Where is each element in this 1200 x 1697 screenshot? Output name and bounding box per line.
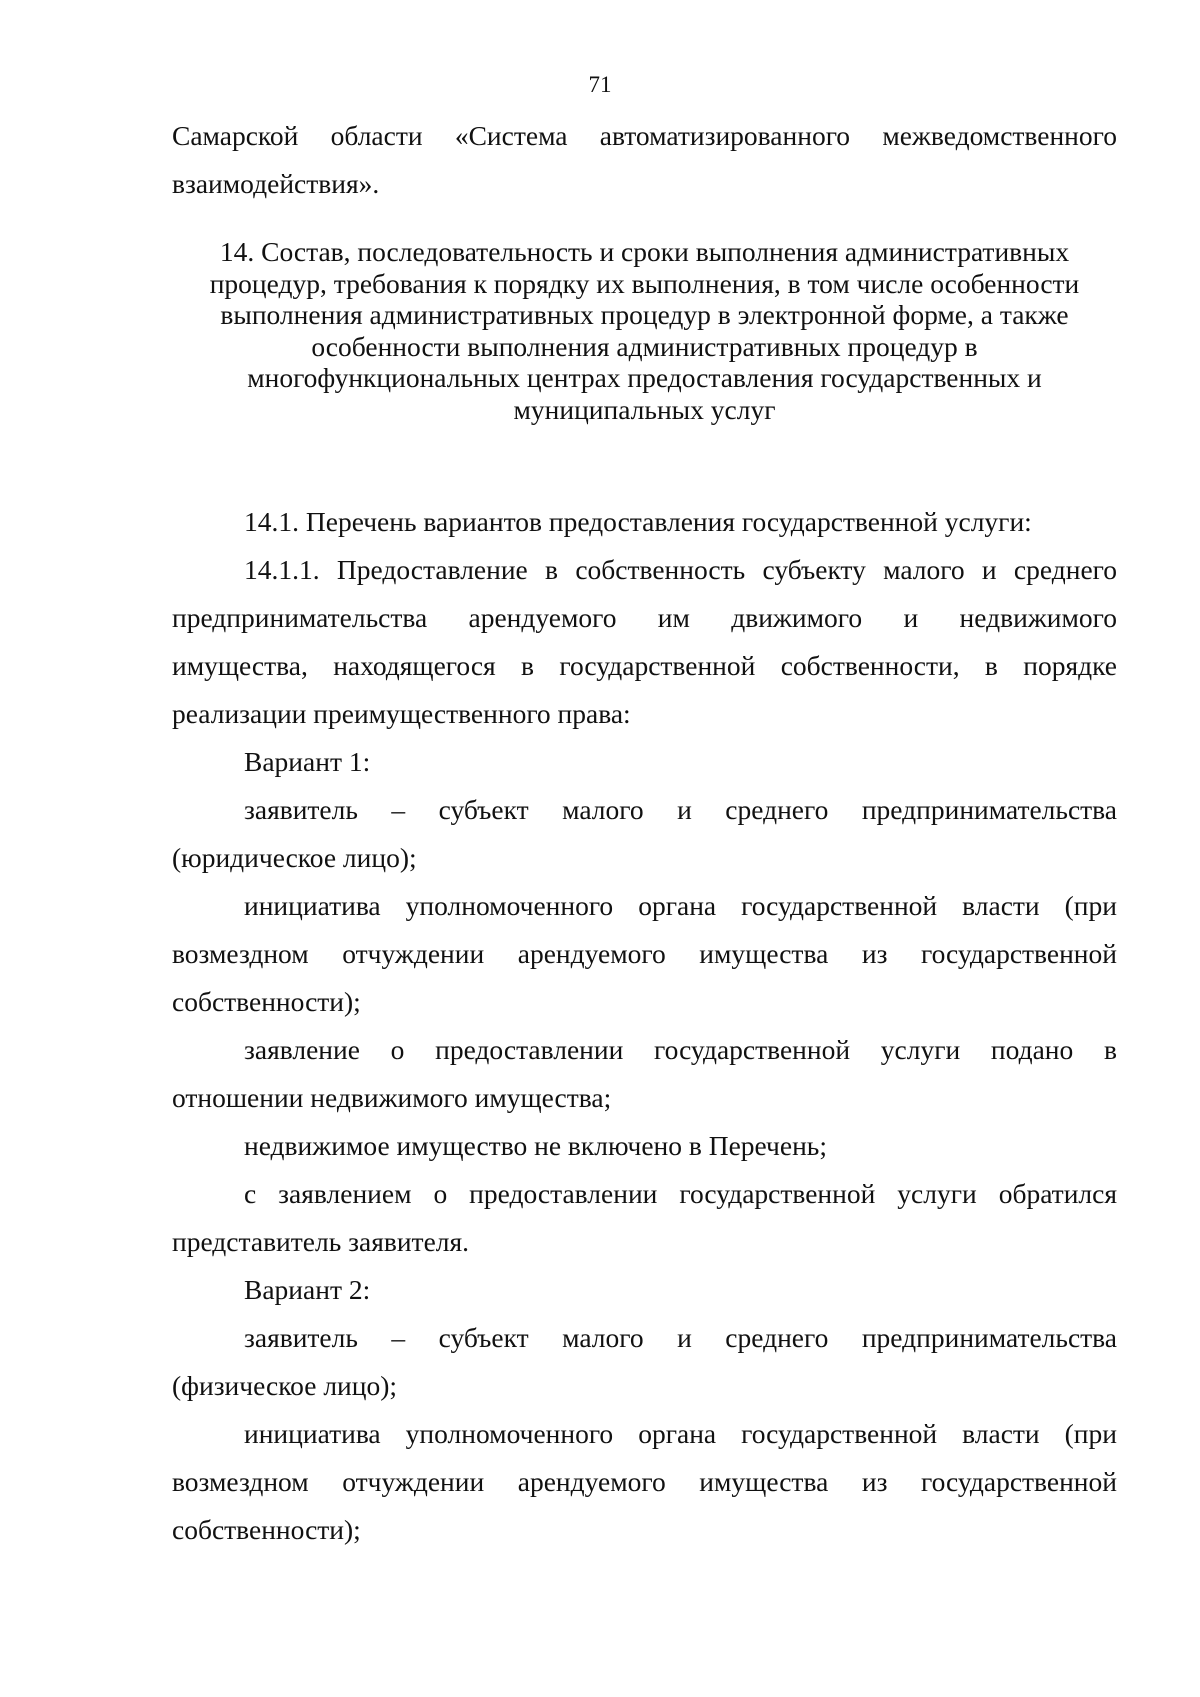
- text-line: Вариант 2:: [244, 1274, 371, 1305]
- paragraph: [172, 1122, 1117, 1170]
- paragraph: [172, 786, 1117, 882]
- heading-line: выполнения административных процедур в электронной форме, а также: [220, 299, 1069, 330]
- text-line: (юридическое лицо);: [172, 842, 417, 873]
- text-line: отношении недвижимого имущества;: [172, 1082, 612, 1113]
- text-line: 14.1. Перечень вариантов предоставления государственной услуги:: [244, 506, 1032, 537]
- paragraph: [172, 738, 1117, 786]
- text-line: возмездном отчуждении арендуемого имущества из государственной: [172, 938, 1117, 969]
- text-line: (физическое лицо);: [172, 1370, 398, 1401]
- text-line: возмездном отчуждении арендуемого имущества из государственной: [172, 1466, 1117, 1497]
- text-line: заявитель – субъект малого и среднего предпринимательства: [244, 794, 1117, 825]
- paragraph: [172, 1266, 1117, 1314]
- body-text: [172, 498, 1117, 1554]
- text-line: инициатива уполномоченного органа государственной власти (при: [244, 890, 1117, 921]
- text-line: предпринимательства арендуемого им движимого и недвижимого: [172, 602, 1117, 633]
- heading-line: муниципальных услуг: [513, 393, 776, 425]
- heading-line: процедур, требования к порядку их выполнения, в том числе особенности: [209, 267, 1080, 299]
- paragraph: [172, 1410, 1117, 1554]
- text-line: собственности);: [172, 986, 361, 1017]
- text-line: имущества, находящегося в государственной собственности, в порядке: [172, 650, 1117, 681]
- text-line: собственности);: [172, 1514, 361, 1545]
- paragraph: [172, 1026, 1117, 1122]
- text-line: взаимодействия».: [172, 168, 380, 199]
- text-line: заявление о предоставлении государственной услуги подано в: [244, 1034, 1117, 1065]
- text-line: 14.1.1. Предоставление в собственность субъекту малого и среднего: [244, 554, 1117, 585]
- page-number: 71: [588, 72, 612, 97]
- text-line: с заявлением о предоставлении государственной услуги обратился: [244, 1178, 1117, 1209]
- paragraph: [172, 1170, 1117, 1266]
- heading-line: особенности выполнения административных процедур в: [311, 330, 978, 362]
- intro-paragraph: [172, 112, 1117, 208]
- text-line: представитель заявителя.: [172, 1226, 470, 1257]
- heading-line: многофункциональных центрах предоставления государственных и: [247, 362, 1042, 393]
- paragraph: [172, 498, 1117, 546]
- text-line: заявитель – субъект малого и среднего предпринимательства: [244, 1322, 1117, 1353]
- heading-line: 14. Состав, последовательность и сроки выполнения административных: [219, 236, 1070, 267]
- paragraph: [172, 1314, 1117, 1410]
- paragraph: [172, 546, 1117, 738]
- text-line: недвижимое имущество не включено в Перечень;: [244, 1130, 827, 1161]
- text-line: реализации преимущественного права:: [172, 698, 631, 729]
- paragraph: [172, 882, 1117, 1026]
- text-line: инициатива уполномоченного органа государственной власти (при: [244, 1418, 1117, 1449]
- text-line: Самарской области «Система автоматизированного межведомственного: [172, 120, 1117, 151]
- text-line: Вариант 1:: [244, 746, 371, 777]
- section-heading: [172, 236, 1117, 425]
